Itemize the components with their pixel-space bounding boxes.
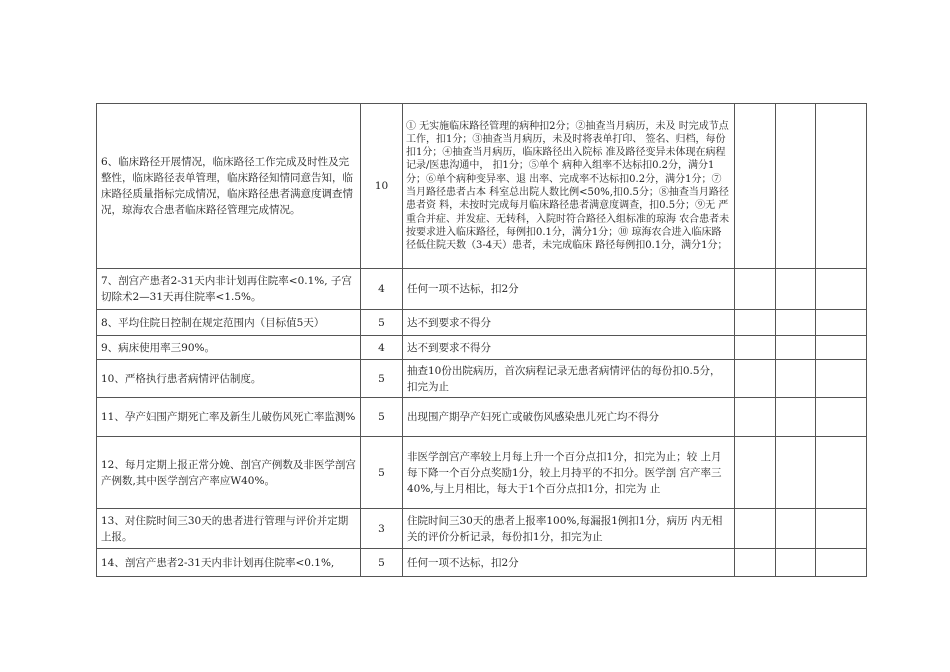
blank-cell [776, 398, 816, 437]
score-cell: 10 [361, 104, 403, 269]
blank-cell [816, 310, 867, 336]
score-cell: 3 [361, 509, 403, 549]
blank-cell [816, 104, 867, 269]
table-row [97, 398, 867, 437]
blank-cell [816, 549, 867, 577]
blank-cell [776, 104, 816, 269]
rule-cell: ① 无实施临床路径管理的病种扣2分；②抽查当月病历，未及 时完成节点工作，扣1分；③抽查当月病历，未及时将表单打印、 签名、归档，每份扣1分；④抽查当月病历，临床路径出入院标 准及路径变异未体现在病程记录/医患沟通中， 扣1分；⑤单个 病种入组率不达标扣0.2分，满分1分；⑥单个病种变异率、退 出率、完成率不达标扣0.2分，满分1分；⑦当月路径患者占本 科室总出院人数比例<50%,扣0.5分；⑧抽查当月路径患者资 料，未按时完成每月临床路径患者满意度调查，扣0.5分；⑨无 严重合并症、并发症、无转科，入院时符合路径入组标准的琼海 农合患者未按要求进入临床路径，每例扣0.1分，满分1分；⑩ 琼海农合进入临床路径低住院天数（3-4天）患者，未完成临床 路径每例扣0.1分，满分1分； [403, 104, 735, 269]
table-row [97, 336, 867, 360]
rule-cell: 达不到要求不得分 [403, 336, 735, 360]
item-cell: 13、对住院时间三30天的患者进行管理与评价并定期上报。 [97, 509, 361, 549]
rule-cell: 住院时间三30天的患者上报率100%,每漏报1例扣1分，病历 内无相关的评价分析记录，每份扣1分，扣完为止 [403, 509, 735, 549]
blank-cell [735, 549, 776, 577]
score-cell: 4 [361, 336, 403, 360]
blank-cell [776, 310, 816, 336]
blank-cell [816, 509, 867, 549]
blank-cell [776, 269, 816, 310]
blank-cell [816, 269, 867, 310]
blank-cell [735, 310, 776, 336]
blank-cell [816, 360, 867, 398]
blank-cell [735, 398, 776, 437]
rule-cell: 任何一项不达标，扣2分 [403, 269, 735, 310]
score-cell: 5 [361, 310, 403, 336]
score-cell: 5 [361, 398, 403, 437]
blank-cell [776, 360, 816, 398]
table-row [97, 360, 867, 398]
blank-cell [735, 269, 776, 310]
item-cell: 8、平均住院日控制在规定范围内（目标值5天） [97, 310, 361, 336]
score-cell: 4 [361, 269, 403, 310]
blank-cell [776, 549, 816, 577]
blank-cell [816, 398, 867, 437]
score-cell: 5 [361, 360, 403, 398]
table-row [97, 104, 867, 269]
item-cell: 10、严格执行患者病情评估制度。 [97, 360, 361, 398]
table-row [97, 509, 867, 549]
item-cell: 14、剖宫产患者2-31天内非计划再住院率<0.1%, [97, 549, 361, 577]
blank-cell [816, 437, 867, 509]
blank-cell [776, 437, 816, 509]
blank-cell [735, 336, 776, 360]
item-cell: 7、剖宫产患者2-31天内非计划再住院率<0.1%, 子宫切除术2—31天再住院率<1.5%。 [97, 269, 361, 310]
blank-cell [816, 336, 867, 360]
item-cell: 12、每月定期上报正常分娩、剖宫产例数及非医学剖宫产例数,其中医学剖宫产率应W40%。 [97, 437, 361, 509]
blank-cell [776, 336, 816, 360]
table-row [97, 549, 867, 577]
rule-cell: 任何一项不达标，扣2分 [403, 549, 735, 577]
blank-cell [735, 360, 776, 398]
table-row [97, 310, 867, 336]
item-cell: 6、临床路径开展情况，临床路径工作完成及时性及完整性，临床路径表单管理，临床路径知情同意告知，临床路径质量指标完成情况，临床路径患者满意度调查情况，琼海农合患者临床路径管理完成情况。 [97, 104, 361, 269]
blank-cell [735, 437, 776, 509]
table-row [97, 437, 867, 509]
rule-cell: 抽查10份出院病历，首次病程记录无患者病情评估的每份扣0.5分，扣完为止 [403, 360, 735, 398]
assessment-table [96, 103, 867, 577]
rule-cell: 达不到要求不得分 [403, 310, 735, 336]
rule-cell: 非医学剖宫产率较上月每上升一个百分点扣1分，扣完为止；较 上月每下降一个百分点奖励1分，较上月持平的不扣分。医学剖 宫产率三40%,与上月相比，每大于1个百分点扣1分，扣完为 止 [403, 437, 735, 509]
score-cell: 5 [361, 437, 403, 509]
blank-cell [735, 509, 776, 549]
table-row [97, 269, 867, 310]
item-cell: 9、病床使用率三90%。 [97, 336, 361, 360]
blank-cell [776, 509, 816, 549]
blank-cell [735, 104, 776, 269]
score-cell: 5 [361, 549, 403, 577]
item-cell: 11、孕产妇围产期死亡率及新生儿破伤风死亡率监测% [97, 398, 361, 437]
rule-cell: 出现围产期孕产妇死亡或破伤风感染患儿死亡均不得分 [403, 398, 735, 437]
